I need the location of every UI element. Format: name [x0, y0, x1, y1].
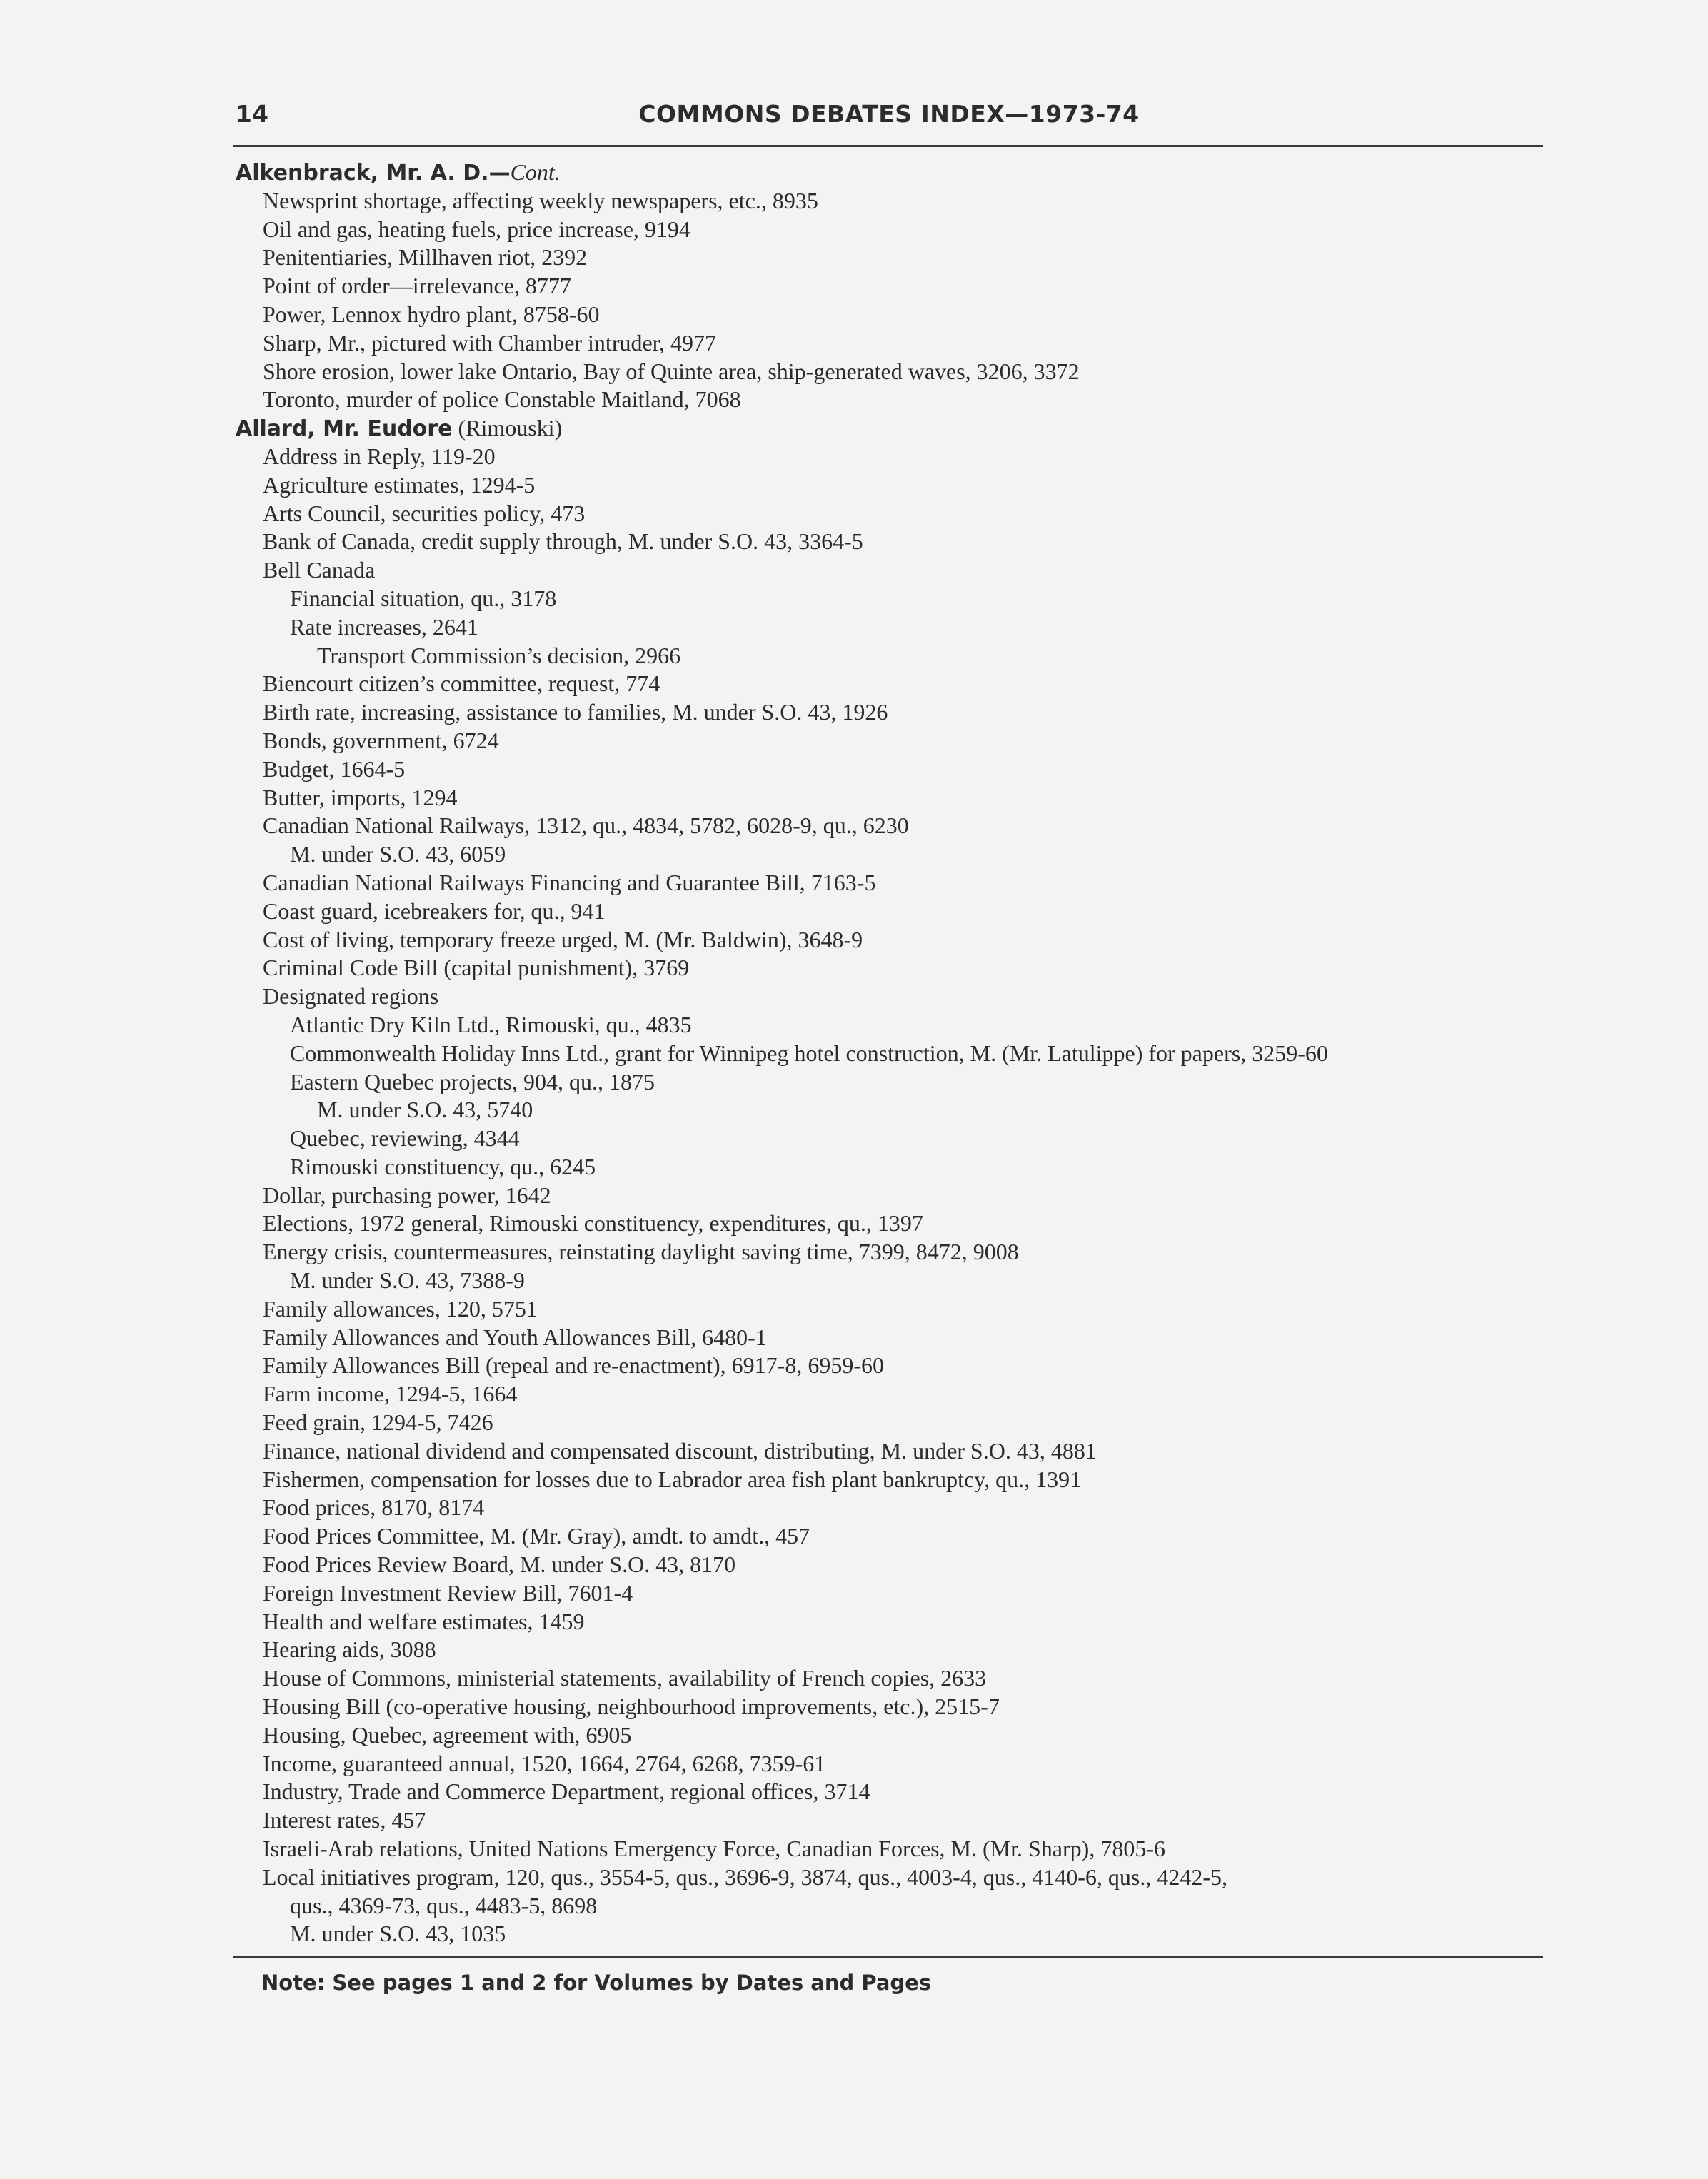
index-subentry: Quebec, reviewing, 4344	[290, 1125, 520, 1152]
index-subsubentry: Transport Commission’s decision, 2966	[317, 642, 681, 668]
index-entry: Address in Reply, 119-20	[263, 443, 496, 469]
index-entry: Bell Canada	[263, 557, 376, 583]
index-entry: Feed grain, 1294-5, 7426	[263, 1409, 493, 1436]
index-entry: Foreign Investment Review Bill, 7601-4	[263, 1579, 633, 1606]
name-heading-alkenbrack	[236, 158, 1549, 187]
index-entry: Birth rate, increasing, assistance to families, M. under S.O. 43, 1926	[263, 699, 888, 725]
index-entry: Food prices, 8170, 8174	[263, 1494, 485, 1521]
index-entry: Income, guaranteed annual, 1520, 1664, 2764, 6268, 7359-61	[263, 1750, 826, 1776]
index-entry: Finance, national dividend and compensated discount, distributing, M. under S.O. 43, 4881	[263, 1437, 1097, 1464]
index-entry: Shore erosion, lower lake Ontario, Bay of Quinte area, ship-generated waves, 3206, 3372	[263, 358, 1080, 384]
index-subsubentry: M. under S.O. 43, 5740	[317, 1097, 533, 1123]
index-subentry: Rate increases, 2641	[290, 613, 478, 640]
index-entry: Farm income, 1294-5, 1664	[263, 1381, 518, 1407]
index-entry: Penitentiaries, Millhaven riot, 2392	[263, 244, 588, 271]
index-entry: Sharp, Mr., pictured with Chamber intruder, 4977	[263, 329, 717, 356]
index-entry: Point of order—irrelevance, 8777	[263, 273, 571, 299]
page-header	[236, 100, 1542, 134]
index-entry: Designated regions	[263, 983, 439, 1010]
index-entry: Food Prices Review Board, M. under S.O. 43, 8170	[263, 1551, 736, 1578]
index-entry: Agriculture estimates, 1294-5	[263, 471, 536, 498]
name-heading-text: Alkenbrack, Mr. A. D.—	[236, 161, 511, 186]
index-entry: Cost of living, temporary freeze urged, M. (Mr. Baldwin), 3648-9	[263, 926, 863, 952]
page-number: 14	[236, 100, 268, 128]
footer-note: Note: See pages 1 and 2 for Volumes by Dates and Pages	[261, 1971, 932, 1995]
header-rule	[233, 145, 1543, 147]
index-entry: Interest rates, 457	[263, 1807, 426, 1833]
index-entry: Health and welfare estimates, 1459	[263, 1608, 585, 1634]
constituency-label: (Rimouski)	[452, 415, 563, 441]
continued-label: Cont.	[510, 159, 561, 185]
name-heading-text: Allard, Mr. Eudore	[236, 416, 453, 442]
index-entry: Budget, 1664-5	[263, 755, 406, 782]
index-entry: Dollar, purchasing power, 1642	[263, 1182, 551, 1208]
index-entry: Energy crisis, countermeasures, reinstating daylight saving time, 7399, 8472, 9008	[263, 1239, 1019, 1265]
index-entry: Bank of Canada, credit supply through, M. under S.O. 43, 3364-5	[263, 528, 863, 555]
index-entry: Israeli-Arab relations, United Nations Emergency Force, Canadian Forces, M. (Mr. Sharp), 7805-6	[263, 1836, 1165, 1862]
page-title: COMMONS DEBATES INDEX—1973-74	[638, 100, 1140, 128]
index-subentry: Atlantic Dry Kiln Ltd., Rimouski, qu., 4835	[290, 1011, 692, 1037]
index-entry: Bonds, government, 6724	[263, 727, 499, 753]
index-entry: Toronto, murder of police Constable Maitland, 7068	[263, 386, 741, 413]
index-entry: Power, Lennox hydro plant, 8758-60	[263, 301, 600, 327]
index-entry: Family Allowances and Youth Allowances Bill, 6480-1	[263, 1324, 767, 1350]
index-subentry: M. under S.O. 43, 6059	[290, 841, 506, 867]
index-subentry: M. under S.O. 43, 1035	[290, 1921, 506, 1947]
index-entry: Newsprint shortage, affecting weekly newspapers, etc., 8935	[263, 187, 818, 213]
index-entry: Housing Bill (co-operative housing, neighbourhood improvements, etc.), 2515-7	[263, 1694, 1000, 1720]
index-entry-continuation: qus., 4369-73, qus., 4483-5, 8698	[290, 1892, 598, 1918]
index-entries	[236, 158, 1549, 1948]
index-entry: Arts Council, securities policy, 473	[263, 500, 586, 526]
index-entry: Elections, 1972 general, Rimouski constituency, expenditures, qu., 1397	[263, 1210, 923, 1237]
index-entry: Food Prices Committee, M. (Mr. Gray), amdt. to amdt., 457	[263, 1523, 810, 1549]
index-subentry: Financial situation, qu., 3178	[290, 585, 557, 611]
index-entry: Canadian National Railways Financing and Guarantee Bill, 7163-5	[263, 869, 876, 895]
index-entry: Family allowances, 120, 5751	[263, 1295, 538, 1322]
index-entry: Coast guard, icebreakers for, qu., 941	[263, 897, 606, 924]
index-entry: Canadian National Railways, 1312, qu., 4834, 5782, 6028-9, qu., 6230	[263, 812, 909, 839]
index-subentry: Rimouski constituency, qu., 6245	[290, 1153, 596, 1179]
index-subentry: M. under S.O. 43, 7388-9	[290, 1267, 525, 1294]
index-subentry: Eastern Quebec projects, 904, qu., 1875	[290, 1068, 655, 1094]
index-entry: Local initiatives program, 120, qus., 3554-5, qus., 3696-9, 3874, qus., 4003-4, qus., 4140-6, qus., 4242-5,	[263, 1863, 1227, 1890]
index-subentry: Commonwealth Holiday Inns Ltd., grant for Winnipeg hotel construction, M. (Mr. Latulippe) for papers, 3259-60	[290, 1040, 1328, 1066]
index-entry: Oil and gas, heating fuels, price increase, 9194	[263, 216, 690, 242]
index-entry: Hearing aids, 3088	[263, 1636, 436, 1663]
index-entry: House of Commons, ministerial statements, availability of French copies, 2633	[263, 1665, 987, 1691]
index-entry: Fishermen, compensation for losses due to Labrador area fish plant bankruptcy, qu., 1391	[263, 1466, 1082, 1492]
name-heading-allard	[236, 414, 1549, 443]
footer-rule	[233, 1956, 1543, 1958]
index-entry: Housing, Quebec, agreement with, 6905	[263, 1721, 632, 1748]
index-entry: Biencourt citizen’s committee, request, 774	[263, 670, 660, 697]
index-entry: Criminal Code Bill (capital punishment), 3769	[263, 955, 690, 981]
index-entry: Family Allowances Bill (repeal and re-enactment), 6917-8, 6959-60	[263, 1352, 884, 1379]
index-entry: Industry, Trade and Commerce Department, regional offices, 3714	[263, 1778, 870, 1805]
index-entry: Butter, imports, 1294	[263, 784, 458, 810]
